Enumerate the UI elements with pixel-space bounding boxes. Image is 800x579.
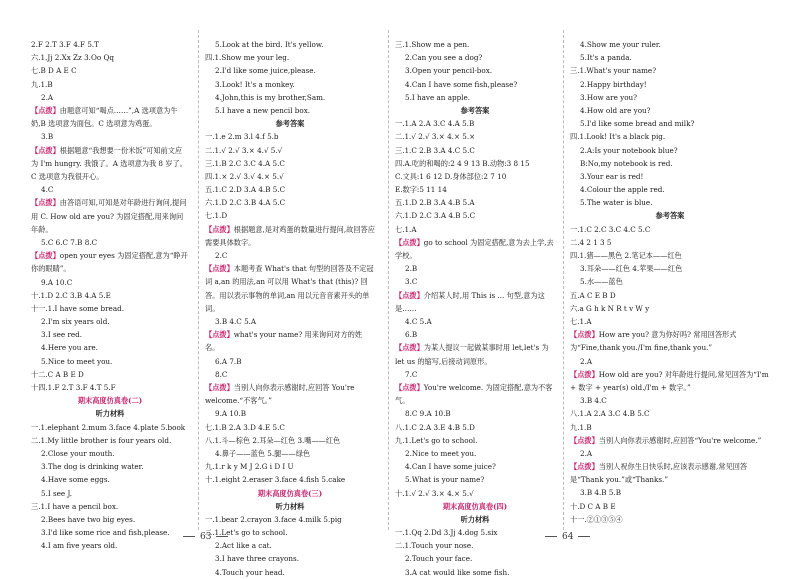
- answer-line: 六.a G h k N R t v W y: [570, 303, 650, 313]
- section-title: 期末高度仿真卷(四): [442, 501, 508, 511]
- hint-note: 【点拨】根据题意“我想要一份米饭”可知前文应为 I'm hungry. 我饿了。A 选项意为我 8 岁了。C 选项意为我很开心。: [31, 145, 187, 181]
- answer-line: 3.A cat would like some fish.: [405, 567, 510, 577]
- answer-line: 4.Here you are.: [41, 343, 98, 353]
- answer-line: 五.1.D 2.B 3.A 4.B 5.A: [395, 198, 475, 208]
- answer-line: 5.I see J.: [41, 488, 73, 498]
- answer-line: 十一.②①③⑤④: [570, 514, 623, 524]
- answer-line: 二.1.√ 2.√ 3.× 4.× 5.×: [395, 132, 476, 142]
- answer-line: 七.1.D: [205, 211, 228, 221]
- column-divider: [563, 30, 564, 530]
- hint-note: 【点拨】go to school 为固定搭配,意为去上学,去学校。: [395, 237, 554, 261]
- answer-line: 四.1.Show me your leg.: [205, 53, 290, 63]
- answer-line: 9.A 10.B: [215, 409, 247, 419]
- hint-note: 【点拨】根据题意,是对鸡蛋的数量进行提问,故回答应需要具体数字。: [205, 224, 375, 247]
- answer-line: 3.Open your pencil-box.: [405, 66, 493, 76]
- answer-line: 二.1.√ 2.√ 3.× 4.√ 5.√: [205, 145, 283, 155]
- answer-line: 二.4 2 1 3 5: [570, 237, 612, 247]
- answer-line: 九.1.B: [31, 79, 53, 89]
- answer-line: 4.Have some eggs.: [41, 475, 110, 485]
- answer-line: 2.Happy birthday!: [580, 79, 647, 89]
- hint-note: 【点拨】本题考查 What's that 句型的回答及不定冠词 a,an 的用法,an 可以用 What's that (this)? 回答。用以表示事物的单词,an 用以元音音素开头的单词。: [205, 264, 374, 313]
- answer-line: 3.C: [405, 277, 418, 287]
- answer-line: 一.1.Qq 2.Dd 3.Jj 4.dog 5.six: [395, 528, 498, 538]
- answer-line: 4.John,this is my brother,Sam.: [215, 92, 326, 102]
- hint-note: 【点拨】open your eyes 为固定搭配,意为“睁开你的眼睛”。: [31, 251, 188, 274]
- answer-line: 3.Your ear is red!: [580, 171, 644, 181]
- hint-note: 【点拨】How old are you? 对年龄进行提问,常见回答为“I'm + 数字 + year(s) old./I'm + 数字。”: [570, 369, 769, 392]
- section-title: 期末高度仿真卷(三): [257, 488, 323, 498]
- answer-line: 六.1.D 2.C 3.A 4.B 5.C: [395, 211, 476, 221]
- answer-column-2: [205, 38, 375, 579]
- section-heading: 参考答案: [275, 119, 305, 129]
- page-number-left: [178, 532, 233, 542]
- answer-line: 4.Show me your ruler.: [580, 40, 661, 49]
- answer-line: 8.C 9.A 10.B: [405, 409, 451, 419]
- hint-note: 【点拨】当别人向你表示感谢时,应回答“You're welcome.”: [570, 435, 762, 445]
- answer-line: 3.B: [41, 132, 54, 142]
- answer-line: 3.How are you?: [580, 92, 638, 102]
- answer-line: 四.1.Look! It's a black pig.: [570, 132, 666, 142]
- answer-line: 3.I'd like some rice and fish,please.: [41, 528, 170, 538]
- page-gutter: [388, 30, 389, 530]
- answer-line: 4.鼻子——蓝色 5.腿——绿色: [215, 448, 311, 458]
- answer-line: 一.1.e 2.m 3.l 4.f 5.b: [205, 132, 279, 142]
- answer-line: 七.1.A: [395, 224, 417, 234]
- answer-line: 3.B 4.C 5.A: [215, 317, 257, 327]
- answer-line: 一.1.bear 2.crayon 3.face 4.milk 5.pig: [205, 514, 342, 524]
- answer-line: 2.Close your mouth.: [41, 448, 115, 458]
- answer-line: 2.Act like a cat.: [215, 541, 272, 551]
- answer-line: 3.I have three crayons.: [215, 554, 299, 564]
- answer-line: 3.The dog is drinking water.: [41, 462, 144, 472]
- answer-line: 2.F 2.T 3.F 4.F 5.T: [31, 40, 99, 49]
- answer-line: 三.1.B 2.C 3.C 4.A 5.C: [205, 158, 285, 168]
- answer-line: 十四.1.F 2.T 3.F 4.T 5.F: [31, 383, 116, 393]
- answer-line: 七.B D A E C: [31, 66, 77, 76]
- answer-line: 三.1.I have a pencil box.: [31, 501, 119, 511]
- answer-column-3: [395, 38, 555, 579]
- answer-line: 4.Can I have some juice?: [405, 462, 496, 472]
- answer-line: 2.I'm six years old.: [41, 317, 110, 327]
- answer-line: 十.1.D 2.C 3.B 4.A 5.E: [31, 290, 111, 300]
- answer-line: 二.1.Touch your nose.: [395, 541, 474, 551]
- answer-line: 三.1.C 2.B 3.A 4.C 5.C: [395, 145, 475, 155]
- column-divider: [198, 30, 199, 530]
- answer-line: 3.I see red.: [41, 330, 83, 340]
- answer-line: 一.1.C 2.C 3.C 4.C 5.C: [570, 224, 651, 234]
- hint-note: 【点拨】what's your name? 用来询问对方的姓名。: [205, 330, 363, 353]
- answer-line: 三.1.Show me a pen.: [395, 40, 470, 49]
- answer-line: 4.C: [41, 185, 54, 195]
- answer-line: 四.1.× 2.√ 3.√ 4.× 5.√: [205, 171, 284, 181]
- answer-line: 九.1.Let's go to school.: [395, 435, 478, 445]
- answer-line: 5.I'd like some bread and milk?: [580, 119, 695, 129]
- answer-line: 八.1.C 2.A 3.E 4.B 5.D: [395, 422, 475, 432]
- answer-line: 5.Nice to meet you.: [41, 356, 113, 366]
- answer-line: 6.B: [405, 330, 418, 340]
- answer-line: 4.I am five years old.: [41, 541, 118, 551]
- answer-line: 5.I have an apple.: [405, 92, 471, 102]
- answer-line: 七.1.B 2.A 3.D 4.E 5.C: [205, 422, 285, 432]
- answer-line: B:No,my notebook is red.: [580, 158, 673, 168]
- answer-line: 九.1.r k y M J 2.G i D I U: [205, 462, 294, 472]
- answer-line: 5.What is your name?: [405, 475, 485, 485]
- answer-column-1: [31, 38, 189, 552]
- section-heading: 参考答案: [655, 211, 685, 221]
- answer-line: 五.A C E B D: [570, 290, 616, 300]
- answer-line: 二.1.My little brother is four years old.: [31, 435, 172, 445]
- answer-line: 三.1.What's your name?: [570, 66, 657, 76]
- hint-note: 【点拨】为某人提议一起做某事时用 let,let's 为 let us 的缩写,后接动词原形。: [395, 343, 549, 366]
- section-heading: 听力材料: [275, 501, 305, 511]
- answer-line: 4.C 5.A: [405, 317, 432, 326]
- answer-line: 7.C: [405, 369, 418, 379]
- answer-line: 3.耳朵——红色 4.苹果——红色: [580, 264, 683, 274]
- answer-line: 五.1.C 2.D 3.A 4.B 5.C: [205, 185, 286, 195]
- answer-line: 2.Can you see a dog?: [405, 53, 483, 63]
- answer-line: 6.A 7.B: [215, 356, 242, 366]
- answer-line: 8.C: [215, 369, 228, 379]
- answer-line: 5.The water is blue.: [580, 198, 653, 208]
- answer-line: 十.1.√ 2.√ 3.× 4.× 5.√: [395, 488, 474, 498]
- answer-line: 3.B 4.C: [580, 396, 607, 406]
- hint-note: 【点拨】由答语可知,可知是对年龄进行询问,提问用 C. How old are you? 为固定搭配,用来询问年龄。: [31, 198, 187, 234]
- section-heading: 听力材料: [460, 514, 490, 524]
- answer-line: 2.A: [41, 92, 54, 102]
- answer-line: 一.1.A 2.A 3.C 4.A 5.B: [395, 119, 475, 129]
- answer-line: 2.C: [215, 251, 228, 261]
- answer-line: 5.C 6.C 7.B 8.C: [41, 237, 98, 247]
- answer-line: 2.Touch your face.: [405, 554, 473, 564]
- answer-line: 六.1.D 2.C 3.B 4.A 5.C: [205, 198, 286, 208]
- answer-line: 六.1.Jj 2.Xx Zz 3.Oo Qq: [31, 53, 114, 63]
- answer-line: 一.1.elephant 2.mum 3.face 4.plate 5.book: [31, 422, 186, 432]
- answer-line: 5.Look at the bird. It's yellow.: [215, 40, 324, 49]
- answer-line: 四.1.猪——黑色 2.笔记本——红色: [570, 251, 682, 260]
- answer-line: 十.D C A B E: [570, 501, 616, 511]
- answer-line: 八.1.斗—棕色 2.耳朵—红色 3.嘴——红色: [205, 435, 341, 445]
- answer-line: 十一.1.I have some bread.: [31, 303, 124, 313]
- hint-note: 【点拨】当别人向你表示感谢时,应回答 You're welcome.“不客气。”: [205, 383, 355, 406]
- answer-line: 2.A: [580, 356, 593, 366]
- answer-line: 八.1.A 2.A 3.C 4.B 5.C: [570, 409, 650, 419]
- answer-line: 5.It's a panda.: [580, 53, 632, 63]
- answer-line: 2.I'd like some juice,please.: [215, 66, 316, 76]
- answer-line: 四.A.吃的和喝的:2 4 9 13 B.动物:3 8 15: [395, 158, 530, 168]
- hint-note: 【点拨】介绍某人时,用 This is ... 句型,意为这是……: [395, 290, 545, 313]
- section-heading: 听力材料: [95, 409, 125, 419]
- answer-line: 4.Can I have some fish,please?: [405, 79, 518, 89]
- answer-line: 5.I have a new pencil box.: [215, 105, 311, 115]
- answer-line: 二.1.Let's go to school.: [205, 528, 288, 538]
- page-number-right: [540, 532, 595, 542]
- hint-note: 【点拨】由题意可知“喝点……”,A 选项意为牛奶,B 选项意为面包。C 选项意为鸡蛋。: [31, 105, 178, 129]
- answer-line: 2.A: [580, 448, 593, 458]
- page-number-text: 63: [200, 532, 212, 542]
- answer-line: C.文具:1 6 12 D.身体部位:2 7 10: [395, 171, 507, 181]
- page-number-text: 64: [562, 532, 574, 542]
- answer-line: 2.B: [405, 264, 418, 274]
- section-heading: 参考答案: [460, 105, 490, 115]
- answer-line: 七.1.A: [570, 316, 592, 326]
- answer-line: 2.A:Is your notebook blue?: [580, 145, 678, 155]
- answer-line: 2.Bees have two big eyes.: [41, 514, 136, 524]
- hint-note: 【点拨】You're welcome. 为固定搭配,意为不客气。: [395, 382, 553, 406]
- answer-column-4: [570, 38, 770, 526]
- hint-note: 【点拨】How are you? 意为你好吗? 常用回答形式为“Fine,thank you./I'm fine,thank you.”: [570, 330, 737, 353]
- answer-line: 2.Nice to meet you.: [405, 448, 477, 458]
- answer-line: 4.How old are you?: [580, 105, 651, 115]
- answer-line: 十二.C A B E D: [31, 369, 84, 379]
- answer-line: 4.Touch your head.: [215, 567, 285, 577]
- hint-note: 【点拨】当别人祝你生日快乐时,应该表示感谢,常见回答是“Thank you.”或“Thanks.”: [570, 462, 748, 485]
- answer-line: 5.水——蓝色: [580, 277, 623, 287]
- answer-line: 九.1.B: [570, 422, 592, 432]
- answer-line: 十.1.eight 2.eraser 3.face 4.fish 5.cake: [205, 475, 346, 485]
- answer-line: 3.B 4.B 5.B: [580, 488, 621, 498]
- answer-line: E.数字:5 11 14: [395, 185, 447, 195]
- answer-line: 9.A 10.C: [41, 277, 73, 287]
- answer-line: 3.Look! It's a monkey.: [215, 79, 295, 89]
- answer-line: 4.Colour the apple red.: [580, 185, 665, 195]
- section-title: 期末高度仿真卷(二): [77, 396, 143, 406]
